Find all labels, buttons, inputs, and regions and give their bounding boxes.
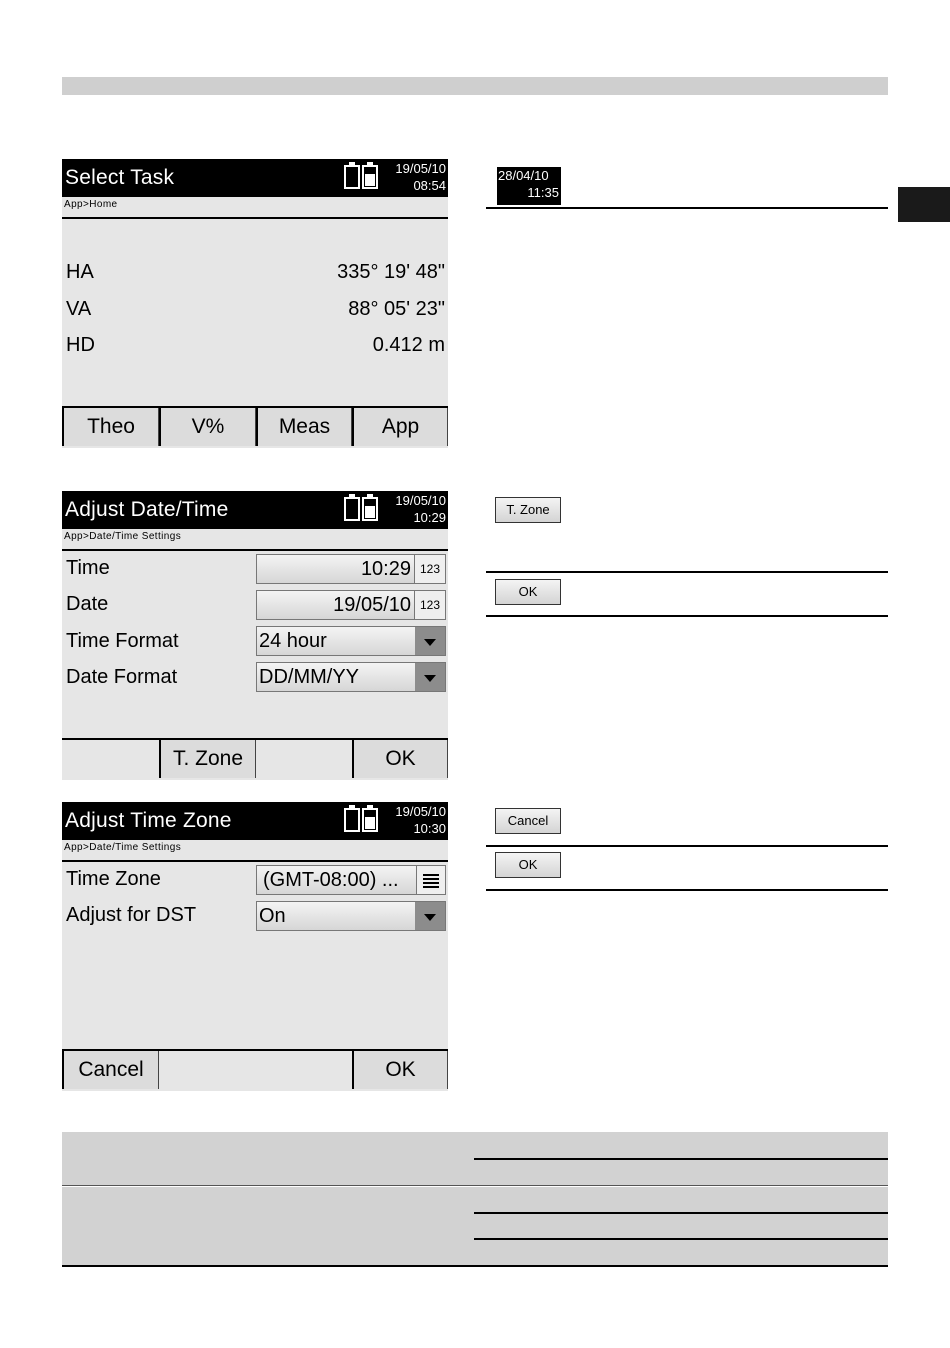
battery-icon: [362, 497, 378, 521]
table-row: [62, 1187, 888, 1266]
divider: [486, 207, 888, 209]
time-label: Time: [66, 557, 110, 579]
screen-title: Adjust Date/Time: [65, 498, 229, 521]
softkey-bar: [62, 738, 448, 780]
hd-value: 0.412 m: [372, 334, 445, 356]
header-date: 19/05/10: [395, 493, 446, 508]
numeric-input-icon[interactable]: 123: [414, 591, 445, 619]
battery-icon: [362, 165, 378, 189]
legend-date: 28/04/10: [498, 168, 549, 183]
ok-button[interactable]: OK: [352, 740, 448, 778]
divider: [486, 615, 888, 617]
battery-icon: [344, 497, 360, 521]
divider: [62, 1185, 888, 1186]
divider: [486, 845, 888, 847]
header-time: 10:29: [413, 510, 446, 525]
softkey-bar: [62, 406, 448, 448]
battery-icon: [362, 808, 378, 832]
header-date: 19/05/10: [395, 161, 446, 176]
divider: [474, 1212, 888, 1214]
legend-ok-button: OK: [495, 852, 561, 878]
breadcrumb: App>Home: [64, 199, 118, 210]
dst-label: Adjust for DST: [66, 904, 197, 926]
list-icon[interactable]: [416, 866, 445, 894]
header-time: 08:54: [413, 178, 446, 193]
date-label: Date: [66, 593, 109, 615]
screen-adjust-timezone: [62, 802, 448, 1091]
legend-time: 11:35: [527, 185, 559, 200]
date-format-label: Date Format: [66, 666, 178, 688]
header-datetime: [395, 160, 446, 194]
timezone-value: (GMT-08:00) ...: [263, 869, 399, 891]
chevron-down-icon[interactable]: [415, 627, 445, 655]
legend-ok-button: OK: [495, 579, 561, 605]
divider: [486, 571, 888, 573]
time-field[interactable]: [256, 554, 446, 584]
softkey-empty: [62, 740, 159, 778]
breadcrumb: App>Date/Time Settings: [64, 842, 182, 853]
meas-button[interactable]: Meas: [256, 408, 352, 446]
header-time: 10:30: [413, 821, 446, 836]
section-tab-marker: [898, 187, 950, 222]
chevron-down-icon[interactable]: [415, 663, 445, 691]
date-field[interactable]: [256, 590, 446, 620]
cancel-button[interactable]: Cancel: [62, 1051, 159, 1089]
date-format-value: DD/MM/YY: [259, 666, 359, 688]
ha-value: 335° 19' 48": [337, 261, 445, 283]
header-datetime: [395, 803, 446, 837]
tzone-button[interactable]: T. Zone: [159, 740, 256, 778]
vpercent-button[interactable]: V%: [159, 408, 256, 446]
page-header-bar: [62, 77, 888, 95]
divider: [62, 549, 448, 551]
va-label: VA: [66, 298, 92, 320]
divider: [62, 217, 448, 219]
dst-value: On: [259, 905, 286, 927]
legend-cancel-button: Cancel: [495, 808, 561, 834]
date-format-select[interactable]: [256, 662, 446, 692]
timezone-label: Time Zone: [66, 868, 161, 890]
screen-adjust-datetime: [62, 491, 448, 780]
battery-icon: [344, 808, 360, 832]
chevron-down-icon[interactable]: [415, 902, 445, 930]
divider: [474, 1158, 888, 1160]
theo-button[interactable]: Theo: [62, 408, 159, 446]
date-value: 19/05/10: [333, 594, 411, 616]
va-value: 88° 05' 23": [348, 298, 445, 320]
screen-title: Select Task: [65, 166, 175, 189]
softkey-bar: [62, 1049, 448, 1091]
screen-header: [62, 159, 448, 197]
time-format-value: 24 hour: [259, 630, 327, 652]
timezone-field[interactable]: [256, 865, 446, 895]
header-date: 19/05/10: [395, 804, 446, 819]
screen-title: Adjust Time Zone: [65, 809, 232, 832]
breadcrumb: App>Date/Time Settings: [64, 531, 182, 542]
app-button[interactable]: App: [352, 408, 448, 446]
battery-icon: [344, 165, 360, 189]
screen-header: [62, 802, 448, 840]
divider: [474, 1238, 888, 1240]
time-format-label: Time Format: [66, 630, 179, 652]
time-format-select[interactable]: [256, 626, 446, 656]
divider: [62, 860, 448, 862]
hd-label: HD: [66, 334, 95, 356]
softkey-empty: [256, 740, 352, 778]
ha-label: HA: [66, 261, 94, 283]
ok-button[interactable]: OK: [352, 1051, 448, 1089]
divider: [62, 1265, 888, 1267]
numeric-input-icon[interactable]: 123: [414, 555, 445, 583]
legend-tzone-button: T. Zone: [495, 497, 561, 523]
screen-header: [62, 491, 448, 529]
screen-select-task: [62, 159, 448, 448]
datetime-display-icon: [497, 167, 561, 205]
divider: [486, 889, 888, 891]
softkey-empty: [256, 1051, 352, 1089]
time-value: 10:29: [360, 558, 411, 580]
softkey-empty: [159, 1051, 256, 1089]
header-datetime: [395, 492, 446, 526]
dst-select[interactable]: [256, 901, 446, 931]
